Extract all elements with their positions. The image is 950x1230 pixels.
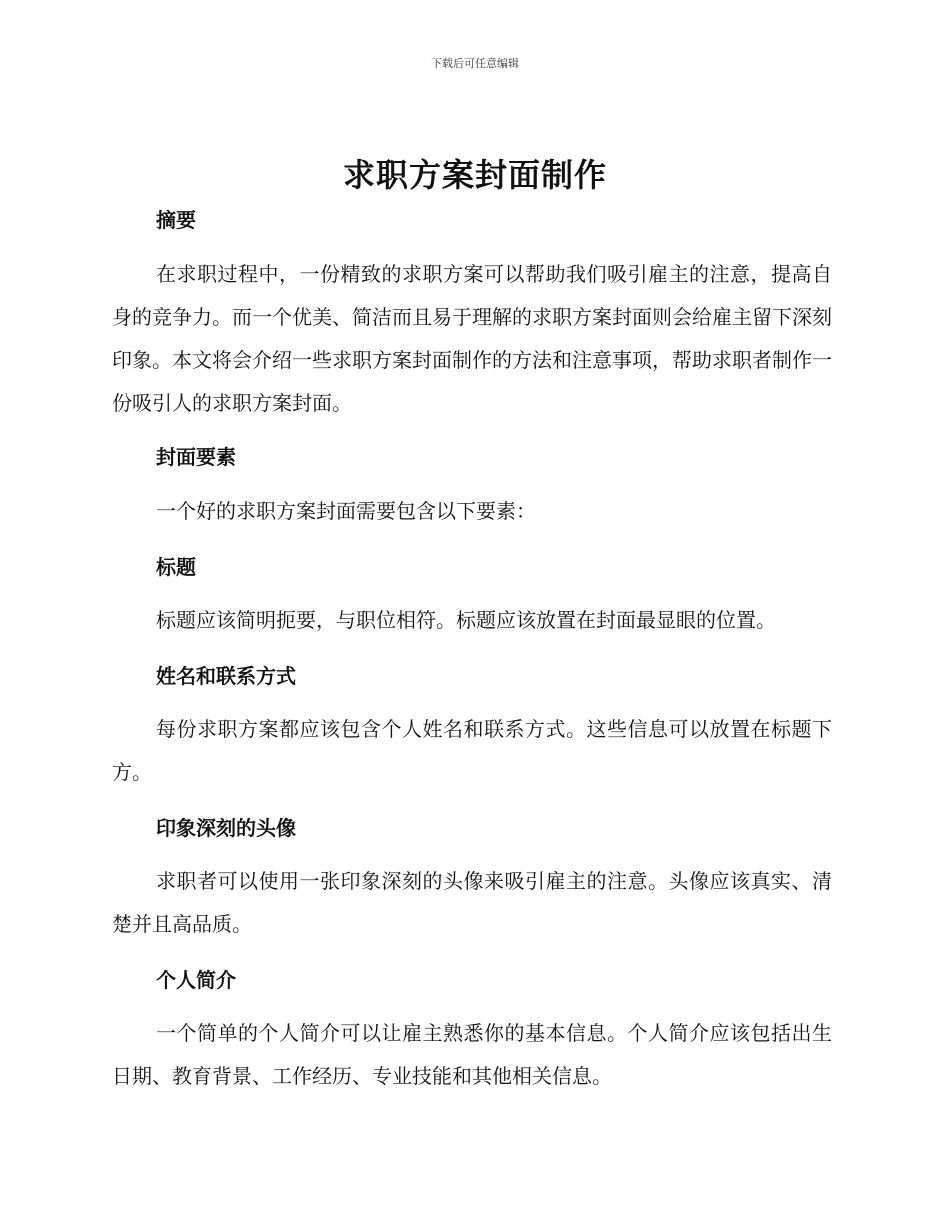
section-heading-cover-elements: 封面要素 [156,445,236,469]
header-note: 下载后可任意编辑 [431,57,519,70]
section-paragraph-title: 标题应该简明扼要，与职位相符。标题应该放置在封面最显眼的位置。 [156,608,776,632]
section-paragraph-abstract: 在求职过程中，一份精致的求职方案可以帮助我们吸引雇主的注意，提高自身的竞争力。而一个优美、简洁而且易于理解的求职方案封面则会给雇主留下深刻印象。本文将会介绍一些求职方案封面制作的方法和注意事项，帮助求职者制作一份吸引人的求职方案封面。 [112,262,832,415]
section-paragraph-profile: 一个简单的个人简介可以让雇主熟悉你的基本信息。个人简介应该包括出生日期、教育背景、工作经历、专业技能和其他相关信息。 [112,1021,832,1088]
section-heading-abstract: 摘要 [156,208,196,232]
section-paragraph-cover-elements: 一个好的求职方案封面需要包含以下要素： [156,499,536,523]
section-heading-profile: 个人简介 [156,968,236,992]
section-heading-photo: 印象深刻的头像 [156,816,296,840]
section-paragraph-photo: 求职者可以使用一张印象深刻的头像来吸引雇主的注意。头像应该真实、清楚并且高品质。 [112,869,832,936]
section-paragraph-name-contact: 每份求职方案都应该包含个人姓名和联系方式。这些信息可以放置在标题下方。 [112,717,832,784]
section-heading-name-contact: 姓名和联系方式 [156,664,296,688]
section-heading-title: 标题 [156,555,196,579]
document-title: 求职方案封面制作 [342,156,607,194]
